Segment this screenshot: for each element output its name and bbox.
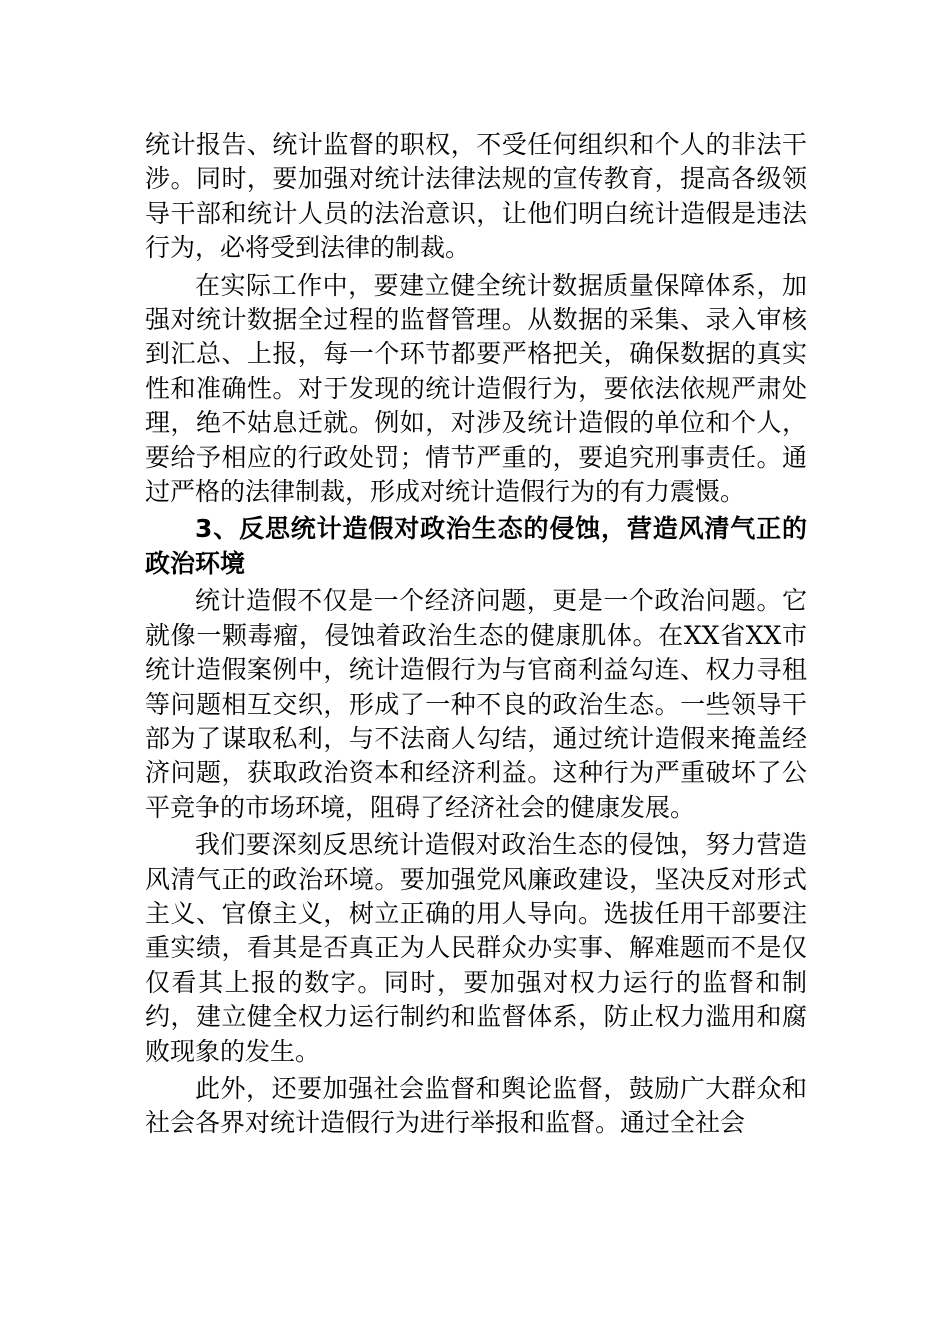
- paragraph-1: 统计报告、统计监督的职权，不受任何组织和个人的非法干涉。同时，要加强对统计法律法规的宣传教育，提高各级领导干部和统计人员的法治意识，让他们明白统计造假是违法行为，必将受到法律的制裁。: [145, 130, 807, 263]
- paragraph-4: 我们要深刻反思统计造假对政治生态的侵蚀，努力营造风清气正的政治环境。要加强党风廉政建设，坚决反对形式主义、官僚主义，树立正确的用人导向。选拔任用干部要注重实绩，看其是否真正为人民群众办实事、解难题而不是仅仅看其上报的数字。同时，要加强对权力运行的监督和制约，建立健全权力运行制约和监督体系，防止权力滥用和腐败现象的发生。: [145, 830, 807, 1066]
- paragraph-5: 此外，还要加强社会监督和舆论监督，鼓励广大群众和社会各界对统计造假行为进行举报和监督。通过全社会: [145, 1073, 807, 1138]
- document-body: [145, 128, 807, 1141]
- paragraph-2: 在实际工作中，要建立健全统计数据质量保障体系，加强对统计数据全过程的监督管理。从数据的采集、录入审核到汇总、上报，每一个环节都要严格把关，确保数据的真实性和准确性。对于发现的统计造假行为，要依法依规严肃处理，绝不姑息迁就。例如，对涉及统计造假的单位和个人，要给予相应的行政处罚；情节严重的，要追究刑事责任。通过严格的法律制裁，形成对统计造假行为的有力震慑。: [145, 270, 807, 507]
- section-heading-3: 3、反思统计造假对政治生态的侵蚀，营造风清气正的政治环境: [145, 514, 807, 578]
- paragraph-3: 统计造假不仅是一个经济问题，更是一个政治问题。它就像一颗毒瘤，侵蚀着政治生态的健康肌体。在XX省XX市统计造假案例中，统计造假行为与官商利益勾连、权力寻租等问题相互交织，形成了一种不良的政治生态。一些领导干部为了谋取私利，与不法商人勾结，通过统计造假来掩盖经济问题，获取政治资本和经济利益。这种行为严重破坏了公平竞争的市场环境，阻碍了经济社会的健康发展。: [145, 586, 807, 822]
